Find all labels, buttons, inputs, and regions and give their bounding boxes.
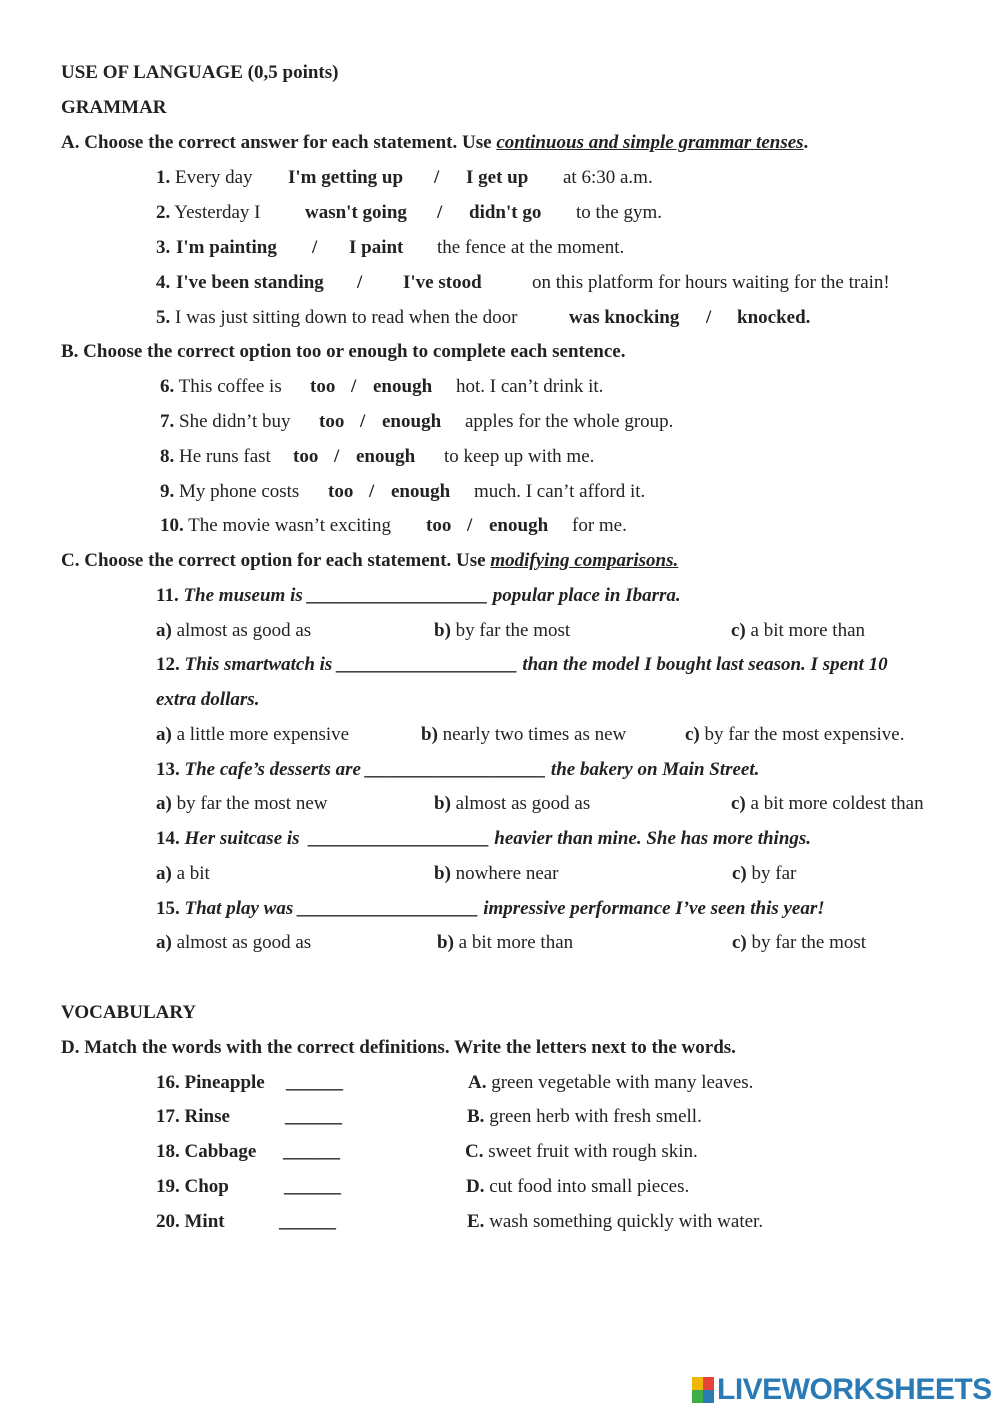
q3-number: 3. xyxy=(156,237,171,258)
section-d-instruction: D. Match the words with the correct definitions. Write the letters next to the words. xyxy=(61,1037,736,1058)
q1-ending: at 6:30 a.m. xyxy=(563,167,653,188)
q10-ending: for me. xyxy=(572,515,627,536)
question-10: 10. The movie wasn’t exciting xyxy=(160,515,391,536)
section-b-instruction: B. Choose the correct option too or enough to complete each sentence. xyxy=(61,341,626,362)
q12-option-a[interactable]: a) a little more expensive xyxy=(156,724,350,745)
q13-option-b[interactable]: b) almost as good as xyxy=(434,793,591,814)
section-c-instruction: C. Choose the correct option for each statement. Use modifying comparisons. xyxy=(61,550,679,571)
word-18: 18. Cabbage xyxy=(156,1141,257,1162)
question-8: 8. He runs fast xyxy=(160,446,271,467)
question-2: 2. Yesterday I xyxy=(156,202,261,223)
question-15: 15. That play was ___________________ impressive performance I’ve seen this year! xyxy=(156,898,825,919)
q14-option-c[interactable]: c) by far xyxy=(732,863,797,884)
definition-b: B. green herb with fresh smell. xyxy=(467,1106,702,1127)
q2-option-2[interactable]: didn't go xyxy=(469,202,542,223)
word-16: 16. Pineapple xyxy=(156,1072,265,1093)
q4-number: 4. xyxy=(156,272,171,293)
q6-ending: hot. I can’t drink it. xyxy=(456,376,604,397)
blank-17[interactable]: ______ xyxy=(285,1106,342,1127)
q7-separator: / xyxy=(360,411,366,432)
q11-option-a[interactable]: a) almost as good as xyxy=(156,620,312,641)
q9-option-enough[interactable]: enough xyxy=(391,481,451,502)
definition-e: E. wash something quickly with water. xyxy=(467,1211,764,1232)
section-a-instruction: A. Choose the correct answer for each statement. Use continuous and simple grammar tenses. xyxy=(61,132,809,153)
q6-option-too[interactable]: too xyxy=(310,376,336,397)
q4-ending: on this platform for hours waiting for the train! xyxy=(532,272,890,293)
q1-separator: / xyxy=(434,167,440,188)
q9-option-too[interactable]: too xyxy=(328,481,354,502)
q3-option-2[interactable]: I paint xyxy=(349,237,404,258)
q13-option-c[interactable]: c) a bit more coldest than xyxy=(731,793,924,814)
q5-separator: / xyxy=(706,307,712,328)
q3-ending: the fence at the moment. xyxy=(437,237,625,258)
vocabulary-heading: VOCABULARY xyxy=(61,1002,197,1023)
q8-option-too[interactable]: too xyxy=(293,446,319,467)
liveworksheets-logo-icon xyxy=(692,1377,714,1403)
q9-ending: much. I can’t afford it. xyxy=(474,481,646,502)
question-9: 9. My phone costs xyxy=(160,481,300,502)
q15-option-a[interactable]: a) almost as good as xyxy=(156,932,312,953)
q7-option-too[interactable]: too xyxy=(319,411,345,432)
definition-d: D. cut food into small pieces. xyxy=(466,1176,690,1197)
definition-c: C. sweet fruit with rough skin. xyxy=(465,1141,698,1162)
question-7: 7. She didn’t buy xyxy=(160,411,291,432)
question-12-cont: extra dollars. xyxy=(156,689,260,710)
q1-option-1[interactable]: I'm getting up xyxy=(288,167,404,188)
q6-separator: / xyxy=(351,376,357,397)
q5-option-1[interactable]: was knocking xyxy=(569,307,680,328)
liveworksheets-logo xyxy=(692,1373,992,1407)
q11-option-c[interactable]: c) a bit more than xyxy=(731,620,866,641)
blank-19[interactable]: ______ xyxy=(284,1176,341,1197)
q13-option-a[interactable]: a) by far the most new xyxy=(156,793,328,814)
q6-option-enough[interactable]: enough xyxy=(373,376,433,397)
q11-option-b[interactable]: b) by far the most xyxy=(434,620,571,641)
word-20: 20. Mint xyxy=(156,1211,225,1232)
q3-option-1[interactable]: I'm painting xyxy=(176,237,277,258)
question-6: 6. This coffee is xyxy=(160,376,282,397)
question-11: 11. The museum is ___________________ popular place in Ibarra. xyxy=(156,585,681,606)
q10-option-too[interactable]: too xyxy=(426,515,452,536)
q4-separator: / xyxy=(357,272,363,293)
q5-option-2[interactable]: knocked. xyxy=(737,307,811,328)
word-19: 19. Chop xyxy=(156,1176,229,1197)
word-17: 17. Rinse xyxy=(156,1106,230,1127)
q4-option-1[interactable]: I've been standing xyxy=(176,272,324,293)
q8-option-enough[interactable]: enough xyxy=(356,446,416,467)
q2-separator: / xyxy=(437,202,443,223)
question-14: 14. Her suitcase is ___________________ heavier than mine. She has more things. xyxy=(156,828,812,849)
q15-option-b[interactable]: b) a bit more than xyxy=(437,932,574,953)
q8-ending: to keep up with me. xyxy=(444,446,595,467)
q8-separator: / xyxy=(334,446,340,467)
q12-option-b[interactable]: b) nearly two times as new xyxy=(421,724,627,745)
q2-ending: to the gym. xyxy=(576,202,663,223)
blank-20[interactable]: ______ xyxy=(279,1211,336,1232)
question-5: 5. I was just sitting down to read when the door xyxy=(156,307,518,328)
q14-option-a[interactable]: a) a bit xyxy=(156,863,210,884)
q9-separator: / xyxy=(369,481,375,502)
q7-option-enough[interactable]: enough xyxy=(382,411,442,432)
blank-18[interactable]: ______ xyxy=(283,1141,340,1162)
q10-option-enough[interactable]: enough xyxy=(489,515,549,536)
q3-separator: / xyxy=(312,237,318,258)
question-13: 13. The cafe’s desserts are ___________________ the bakery on Main Street. xyxy=(156,759,760,780)
q12-option-c[interactable]: c) by far the most expensive. xyxy=(685,724,905,745)
q2-option-1[interactable]: wasn't going xyxy=(305,202,407,223)
q14-option-b[interactable]: b) nowhere near xyxy=(434,863,559,884)
blank-16[interactable]: ______ xyxy=(286,1072,343,1093)
definition-a: A. green vegetable with many leaves. xyxy=(468,1072,754,1093)
question-1: 1. Every day xyxy=(156,167,253,188)
liveworksheets-logo-text: LIVEWORKSHEETS xyxy=(717,1373,992,1406)
question-12: 12. This smartwatch is ___________________ than the model I bought last season. I spent 10 xyxy=(156,654,888,675)
grammar-heading: GRAMMAR xyxy=(61,97,167,118)
q10-separator: / xyxy=(467,515,473,536)
q1-option-2[interactable]: I get up xyxy=(466,167,529,188)
q4-option-2[interactable]: I've stood xyxy=(403,272,482,293)
q7-ending: apples for the whole group. xyxy=(465,411,674,432)
q15-option-c[interactable]: c) by far the most xyxy=(732,932,867,953)
section-title: USE OF LANGUAGE (0,5 points) xyxy=(61,62,339,83)
